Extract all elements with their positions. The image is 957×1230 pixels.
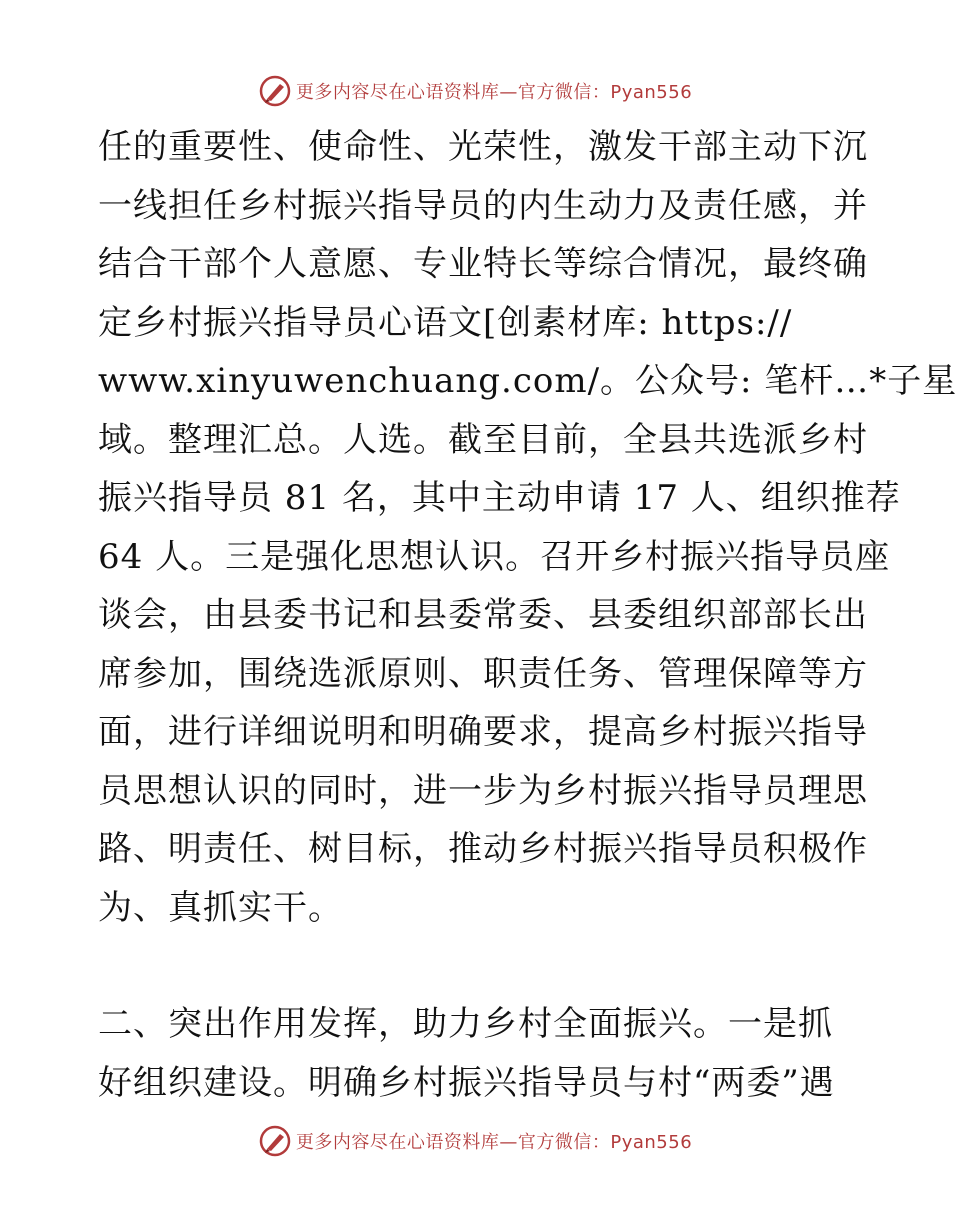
paragraph-gap: [98, 937, 858, 995]
pen-logo-icon: [258, 1124, 292, 1158]
body-line: 任的重要性、使命性、光荣性，激发干部主动下沉: [98, 127, 868, 167]
body-line: 域。整理汇总。人选。截至目前，全县共选派乡村: [98, 419, 868, 460]
footer-banner: [0, 1121, 950, 1161]
body-line: 好组织建设。明确乡村振兴指导员与村“两委”遇: [98, 1062, 835, 1103]
body-line: 面，进行详细说明和明确要求，提高乡村振兴指导: [98, 712, 868, 752]
body-line: 64 人。三是强化思想认识。召开乡村振兴指导员座: [98, 536, 891, 577]
body-line: 结合干部个人意愿、专业特长等综合情况，最终确: [98, 244, 868, 284]
body-line: 员思想认识的同时，进一步为乡村振兴指导员理思: [98, 770, 868, 811]
body-line: 席参加，围绕选派原则、职责任务、管理保障等方: [98, 653, 868, 694]
body-line: www.xinyuwenchuang.com/。公众号: 笔杆…*子星: [98, 361, 957, 401]
body-line: 谈会，由县委书记和县委常委、县委组织部部长出: [98, 595, 868, 635]
pen-logo-icon: [258, 74, 292, 108]
body-line: 为、真抓实干。: [98, 887, 343, 928]
body-line: 二、突出作用发挥，助力乡村全面振兴。一是抓: [98, 1004, 833, 1044]
body-line: 一线担任乡村振兴指导员的内生动力及责任感，并: [98, 185, 868, 226]
header-banner: [0, 71, 950, 111]
footer-promo-text: 更多内容尽在心语资料库—官方微信：Pyan556: [295, 1132, 693, 1153]
body-line: 定乡村振兴指导员心语文[创素材库: https://: [98, 302, 793, 343]
header-promo-text: 更多内容尽在心语资料库—官方微信：Pyan556: [295, 82, 693, 103]
body-line: 路、明责任、树目标，推动乡村振兴指导员积极作: [98, 829, 868, 869]
body-line: 振兴指导员 81 名，其中主动申请 17 人、组织推荐: [98, 478, 901, 518]
document-body: [98, 118, 957, 1112]
